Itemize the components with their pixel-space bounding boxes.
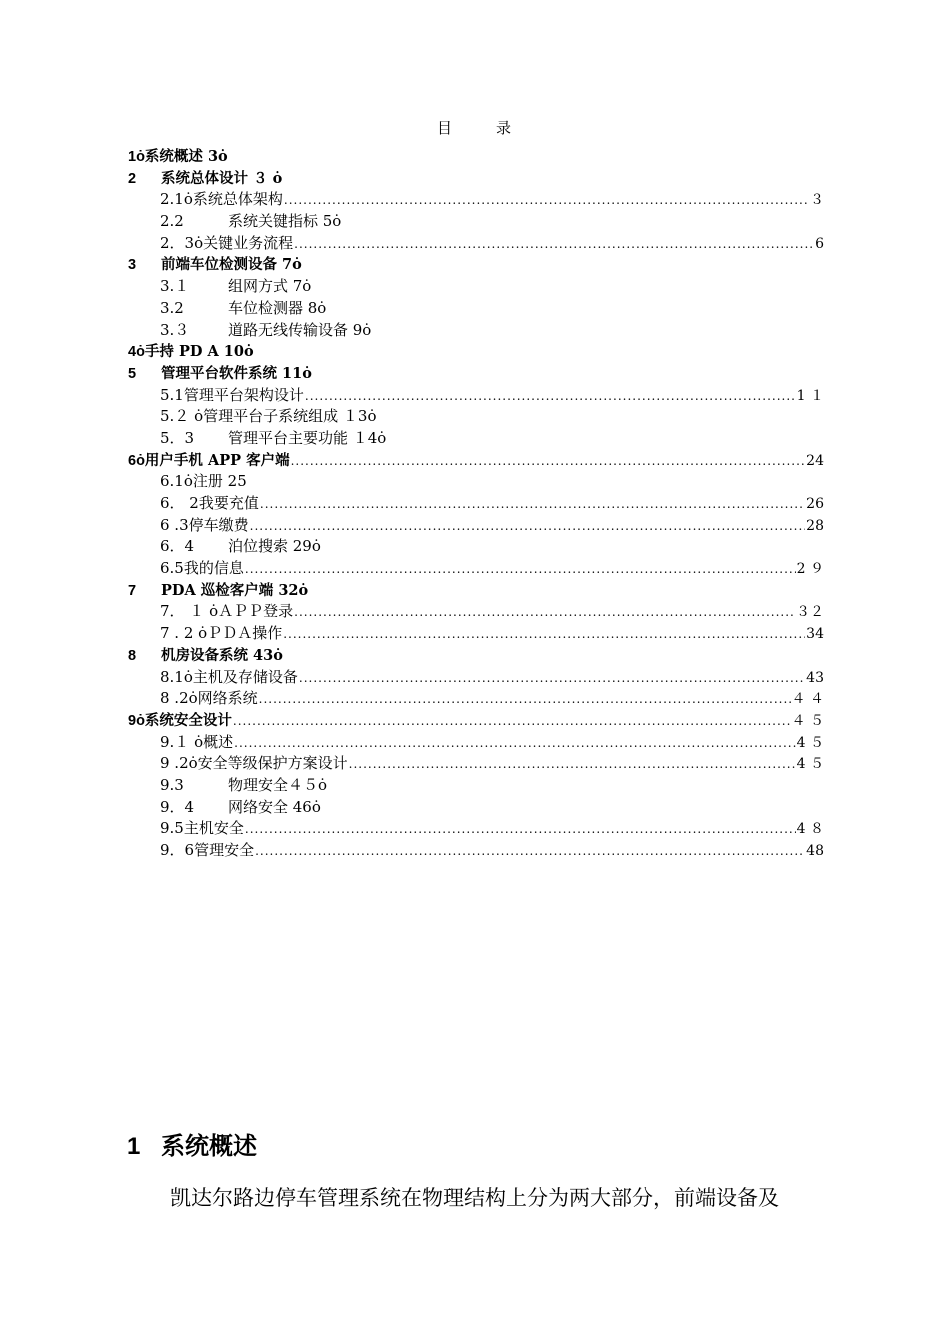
toc-entry[interactable] [128, 428, 824, 450]
toc-entry-page: 4 ５ [796, 756, 824, 773]
toc-entry[interactable] [128, 146, 824, 168]
toc-entry-title: 管理平台架构设计 [183, 385, 304, 404]
toc-entry[interactable] [128, 168, 824, 190]
toc-entry[interactable] [128, 276, 824, 298]
toc-entry-number: 1ȯ [128, 149, 145, 165]
toc-leader-dots [250, 516, 806, 538]
toc-entry[interactable] [128, 450, 824, 472]
toc-entry-page: ４ ５ [791, 712, 824, 729]
toc-entry-number: 8.1ȯ [160, 667, 193, 686]
toc-entry[interactable] [128, 493, 824, 515]
toc-leader-dots [349, 754, 796, 776]
toc-entry[interactable] [128, 320, 824, 342]
toc-leader-dots [259, 689, 791, 711]
toc-entry-title: 注册 25 [192, 472, 247, 491]
toc-entry-title: 管理平台软件系统 11ȯ [161, 364, 312, 382]
toc-entry-page: ４ ４ [791, 691, 824, 708]
toc-entry-number: 6． 2 [160, 494, 199, 512]
toc-entry-number: 7 [128, 582, 137, 599]
toc-entry-title: 安全等级保护方案设计 [197, 754, 348, 773]
toc-entry[interactable] [128, 775, 824, 797]
toc-entry-title: PDA 巡检客户端 32ȯ [161, 581, 309, 599]
toc-entry-title: ＡＰＰ登录 [218, 602, 294, 621]
toc-entry[interactable] [128, 385, 824, 407]
toc-entry[interactable] [128, 753, 824, 775]
toc-entry-title: 泊位搜索 29ȯ [228, 537, 321, 556]
toc-entry-page: 43 [806, 669, 824, 686]
toc-entry-title: 概述 [203, 732, 234, 751]
toc-entry-number: 7 . 2 ȯ [160, 624, 208, 643]
toc-entry[interactable] [128, 580, 824, 602]
toc-entry-title: 网络安全 46ȯ [228, 797, 321, 816]
toc-entry[interactable] [128, 406, 824, 428]
toc-entry[interactable] [128, 341, 824, 363]
toc-leader-dots [299, 668, 805, 690]
body-paragraph: 凯达尔路边停车管理系统在物理结构上分为两大部分，前端设备及 [170, 1186, 779, 1210]
toc-entry-number: 3.2 [160, 298, 184, 317]
toc-entry-number: 9．4 [160, 797, 195, 816]
toc-entry-title: 管理平台主要功能 １4ȯ [228, 428, 387, 447]
toc-entry[interactable] [128, 211, 824, 233]
toc-entry[interactable] [128, 515, 824, 537]
toc-title-right: 录 [496, 119, 514, 137]
toc-entry-number: 2.2 [160, 212, 184, 231]
toc-entry[interactable] [128, 233, 824, 255]
toc-entry[interactable] [128, 710, 824, 732]
toc-entry-title: 管理安全 [194, 841, 255, 859]
toc-entry-page: 26 [806, 496, 824, 512]
toc-entry[interactable] [128, 797, 824, 819]
toc-entry[interactable] [128, 254, 824, 276]
toc-entry-number: 5.２ ȯ [160, 407, 204, 426]
toc-entry-title: 物理安全４５ȯ [228, 775, 328, 794]
toc-leader-dots [233, 711, 791, 733]
toc-entry-number: 7． １ ȯ [160, 602, 219, 621]
toc-entry-title: 管理平台子系统组成 １3ȯ [203, 407, 377, 426]
toc-entry[interactable] [128, 645, 824, 667]
section-number: 1 [127, 1133, 141, 1160]
toc-leader-dots [284, 190, 809, 212]
toc-entry[interactable] [128, 732, 824, 754]
toc-entry[interactable] [128, 558, 824, 580]
toc-entry-number: 6.5 [160, 559, 184, 578]
toc-entry-number: 5．3 [160, 428, 195, 447]
toc-leader-dots [294, 234, 814, 256]
toc-entry[interactable] [128, 601, 824, 623]
toc-entry[interactable] [128, 298, 824, 320]
toc-entry-title: 道路无线传输设备 9ȯ [228, 320, 372, 339]
toc-leader-dots [234, 733, 796, 755]
toc-entry-title: 系统关键指标 5ȯ [228, 212, 342, 231]
toc-entry-title: 系统总体架构 [192, 190, 283, 209]
toc-entry-number: 9．6 [160, 841, 195, 859]
toc-entry-number: 9.3 [160, 775, 184, 794]
table-of-contents [128, 146, 824, 862]
toc-entry-number: 6ȯ [128, 452, 145, 469]
toc-entry[interactable] [128, 471, 824, 493]
toc-entry-title: 停车缴费 [188, 515, 249, 534]
toc-entry-number: 2 [128, 170, 137, 187]
toc-entry-title: 主机安全 [183, 819, 244, 838]
toc-entry-number: 8 [128, 647, 137, 664]
toc-entry-title: 关键业务流程 [203, 233, 294, 252]
toc-entry[interactable] [128, 840, 824, 862]
toc-entry-title: 用户手机 APP 客户端 [144, 451, 290, 469]
toc-entry-title: 组网方式 7ȯ [228, 277, 312, 296]
toc-entry-number: 5.1 [160, 385, 184, 404]
toc-leader-dots [283, 624, 805, 646]
toc-leader-dots [294, 602, 795, 624]
toc-entry-page: 28 [806, 517, 824, 534]
toc-leader-dots [260, 494, 805, 516]
toc-entry-number: 9ȯ [128, 712, 145, 729]
toc-entry-number: 6 .3 [160, 515, 189, 534]
toc-entry[interactable] [128, 818, 824, 840]
toc-entry-page: 48 [806, 843, 824, 859]
toc-entry-title: 前端车位检测设备 7ȯ [161, 256, 302, 274]
toc-entry-page: 4 ８ [796, 821, 824, 838]
toc-entry-number: 9.5 [160, 819, 184, 838]
toc-entry[interactable] [128, 363, 824, 385]
toc-leader-dots [291, 451, 806, 473]
toc-entry[interactable] [128, 688, 824, 710]
toc-entry[interactable] [128, 667, 824, 689]
toc-leader-dots [305, 386, 796, 408]
toc-entry-number: 9 .2ȯ [160, 754, 198, 773]
toc-entry-page: 2 ９ [796, 561, 824, 578]
toc-entry-title: 网络系统 [197, 689, 258, 708]
toc-entry-number: 8 .2ȯ [160, 689, 198, 708]
toc-entry-number: 2.1ȯ [160, 190, 193, 209]
toc-entry-page: ３２ [796, 604, 824, 621]
toc-entry[interactable] [128, 623, 824, 645]
toc-entry-title: 机房设备系统 43ȯ [161, 646, 283, 664]
toc-entry-page: 6 [815, 235, 824, 252]
toc-entry-number: 4ȯ [128, 344, 145, 361]
toc-entry-number: 2．3ȯ [160, 233, 204, 252]
toc-entry-page: 34 [806, 626, 824, 643]
toc-entry[interactable] [128, 189, 824, 211]
toc-entry-page: 24 [806, 452, 824, 469]
toc-entry-page: 1 １ [796, 387, 824, 404]
toc-entry-number: 3.１ [160, 277, 190, 296]
toc-entry-title: 我要充值 [198, 494, 259, 512]
toc-entry-page: ３ [810, 192, 824, 209]
toc-title-left: 目 [436, 119, 454, 137]
toc-entry-number: 3 [128, 257, 137, 274]
toc-entry-title: 系统总体设计 ３ ȯ [161, 169, 283, 187]
toc-entry-title: 我的信息 [183, 559, 244, 578]
toc-entry-title: 车位检测器 8ȯ [228, 298, 327, 317]
toc-leader-dots [245, 559, 796, 581]
toc-entry-title: 手持 PD A 10ȯ [144, 343, 254, 361]
toc-entry-title: 系统安全设计 [144, 711, 232, 729]
toc-entry-number: 6．4 [160, 537, 195, 556]
toc-title [0, 117, 950, 138]
toc-entry-number: 5 [128, 365, 137, 382]
toc-entry-title: 系统概述 3ȯ [144, 148, 228, 165]
toc-entry-title: 主机及存储设备 [192, 667, 298, 686]
toc-leader-dots [245, 819, 796, 841]
section-title: 系统概述 [161, 1133, 257, 1160]
section-heading [127, 1126, 257, 1161]
toc-entry[interactable] [128, 536, 824, 558]
toc-entry-title: ＰＤＡ操作 [207, 624, 283, 643]
toc-entry-number: 9.１ ȯ [160, 732, 204, 751]
toc-leader-dots [255, 841, 805, 863]
toc-entry-page: 4 ５ [796, 734, 824, 751]
toc-entry-number: 3.３ [160, 320, 190, 339]
toc-entry-number: 6.1ȯ [160, 472, 193, 491]
